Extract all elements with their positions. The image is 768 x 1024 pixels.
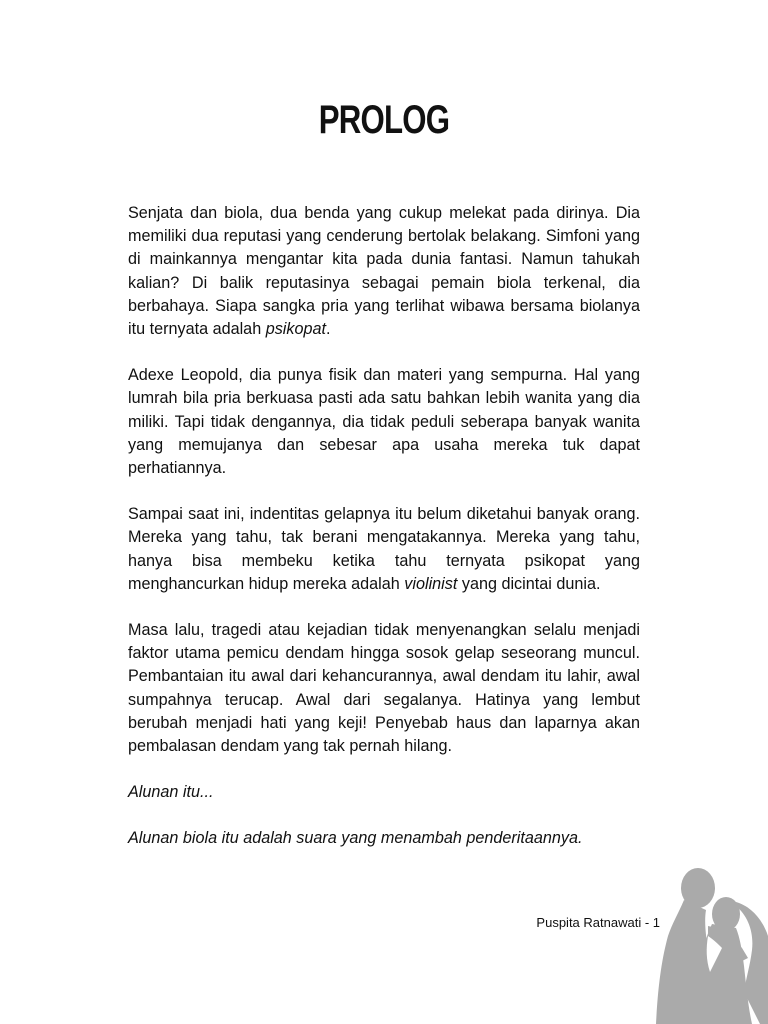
- italic-line-1: Alunan itu...: [128, 783, 214, 802]
- italic-line-2: Alunan biola itu adalah suara yang menambah penderitaannya.: [128, 829, 583, 848]
- prolog-body: [128, 202, 640, 874]
- paragraph-4: Masa lalu, tragedi atau kejadian tidak menyenangkan selalu menjadi faktor utama pemicu dendam hingga sosok gelap seseorang muncul. Pembantaian itu awal dari kehancurannya, awal dendam itu lahir, awal sumpahnya terucap. Awal dari segalanya. Hatinya yang lembut berubah menjadi hati yang keji! Penyebab haus dan laparnya akan pembalasan dendam yang tak pernah hilang.: [128, 621, 640, 756]
- paragraph-2: Adexe Leopold, dia punya fisik dan materi yang sempurna. Hal yang lumrah bila pria berkuasa pasti ada satu bahkan lebih wanita yang dia miliki. Tapi tidak dengannya, dia tidak peduli seberapa banyak wanita yang memujanya dan sebesar apa usaha mereka tuk dapat perhatiannya.: [128, 366, 640, 478]
- paragraph-1: [128, 202, 640, 341]
- paragraph-3: [128, 503, 640, 596]
- page-title: PROLOG: [318, 98, 450, 142]
- page-footer: Puspita Ratnawati - 1: [536, 915, 660, 930]
- paragraph-3-italic: violinist: [404, 574, 458, 593]
- paragraph-3-text: Sampai saat ini, indentitas gelapnya itu belum diketahui banyak orang. Mereka yang tahu, tak berani mengatakannya. Mereka yang tahu, hanya bisa membeku ketika tahu ternyata psikopat yang menghancurkan hidup mereka adalah: [128, 505, 640, 593]
- couple-silhouette-icon: [648, 866, 768, 1024]
- paragraph-1-end: .: [326, 320, 331, 339]
- paragraph-1-italic: psikopat: [265, 320, 326, 339]
- paragraph-3-end: yang dicintai dunia.: [457, 574, 601, 593]
- paragraph-1-text: Senjata dan biola, dua benda yang cukup melekat pada dirinya. Dia memiliki dua reputasi yang cenderung bertolak belakang. Simfoni yang di mainkannya mengantar kita pada dunia fantasi. Namun tahukah kalian? Di balik reputasinya sebagai pemain biola terkenal, dia berbahaya. Siapa sangka pria yang terlihat wibawa bersama biolanya itu ternyata adalah: [128, 204, 640, 339]
